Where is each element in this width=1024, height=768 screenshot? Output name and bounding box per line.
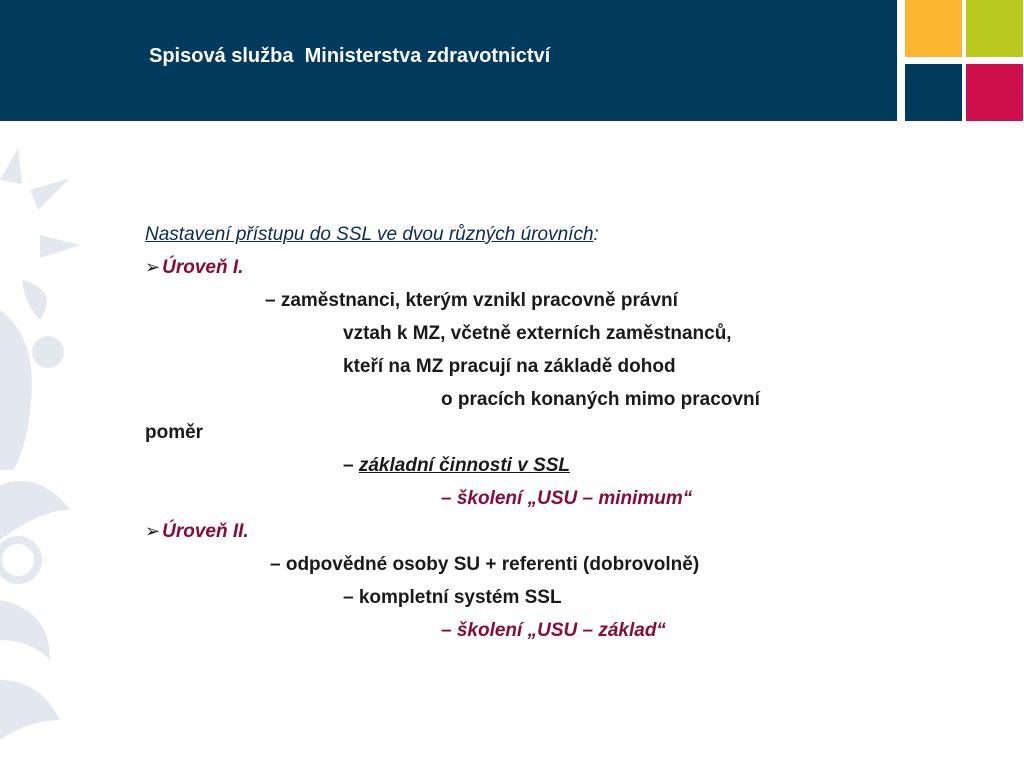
level-1-item — [145, 251, 905, 284]
corner-divider — [897, 57, 1024, 64]
level-1-basic-line — [145, 449, 905, 482]
arrow-bullet-icon: ➢ — [145, 257, 161, 277]
level-1-training-line — [145, 482, 905, 515]
level-1-desc-text: vztah k MZ, včetně externích zaměstnanců, — [343, 323, 732, 344]
level-1-training-text: – školení „USU – minimum“ — [441, 488, 693, 509]
level-1-desc-line — [145, 383, 905, 416]
slide-content — [145, 218, 905, 647]
level-1-desc-text: poměr — [145, 422, 204, 443]
section-heading — [145, 218, 905, 251]
level-2-desc-text: – odpovědné osoby SU + referenti (dobrovolně) — [270, 554, 700, 575]
level-2-desc-text: – kompletní systém SSL — [343, 587, 562, 608]
corner-square-blue — [905, 64, 962, 121]
corner-square-red — [966, 64, 1023, 121]
level-2-training-text: – školení „USU – základ“ — [441, 620, 666, 641]
corner-divider — [962, 0, 966, 121]
level-1-desc-text: – zaměstnanci, kterým vznikl pracovně právní — [265, 290, 678, 311]
level-1-desc-line — [145, 350, 905, 383]
level-1-basic-text: základní činnosti v SSL — [358, 455, 571, 476]
level-1-desc-line — [145, 284, 905, 317]
page-title: Spisová služba Ministerstva zdravotnictví — [149, 45, 551, 67]
level-2-desc-line — [145, 581, 905, 614]
decorative-sun-watermark — [0, 140, 90, 768]
dash-text: – — [343, 455, 359, 476]
heading-colon: : — [593, 224, 599, 245]
header-bar — [0, 0, 897, 121]
corner-square-green — [966, 0, 1023, 57]
level-2-item — [145, 515, 905, 548]
arrow-bullet-icon: ➢ — [145, 521, 161, 541]
level-2-label: Úroveň II. — [162, 521, 249, 542]
level-1-desc-line — [145, 416, 905, 449]
level-1-desc-text: o pracích konaných mimo pracovní — [441, 389, 760, 410]
corner-square-yellow — [905, 0, 962, 57]
level-2-desc-line — [145, 548, 905, 581]
level-1-label: Úroveň I. — [162, 257, 244, 278]
level-2-training-line — [145, 614, 905, 647]
heading-text: Nastavení přístupu do SSL ve dvou různých úrovních — [145, 224, 594, 245]
level-1-desc-text: kteří na MZ pracují na základě dohod — [343, 356, 676, 377]
level-1-desc-line — [145, 317, 905, 350]
